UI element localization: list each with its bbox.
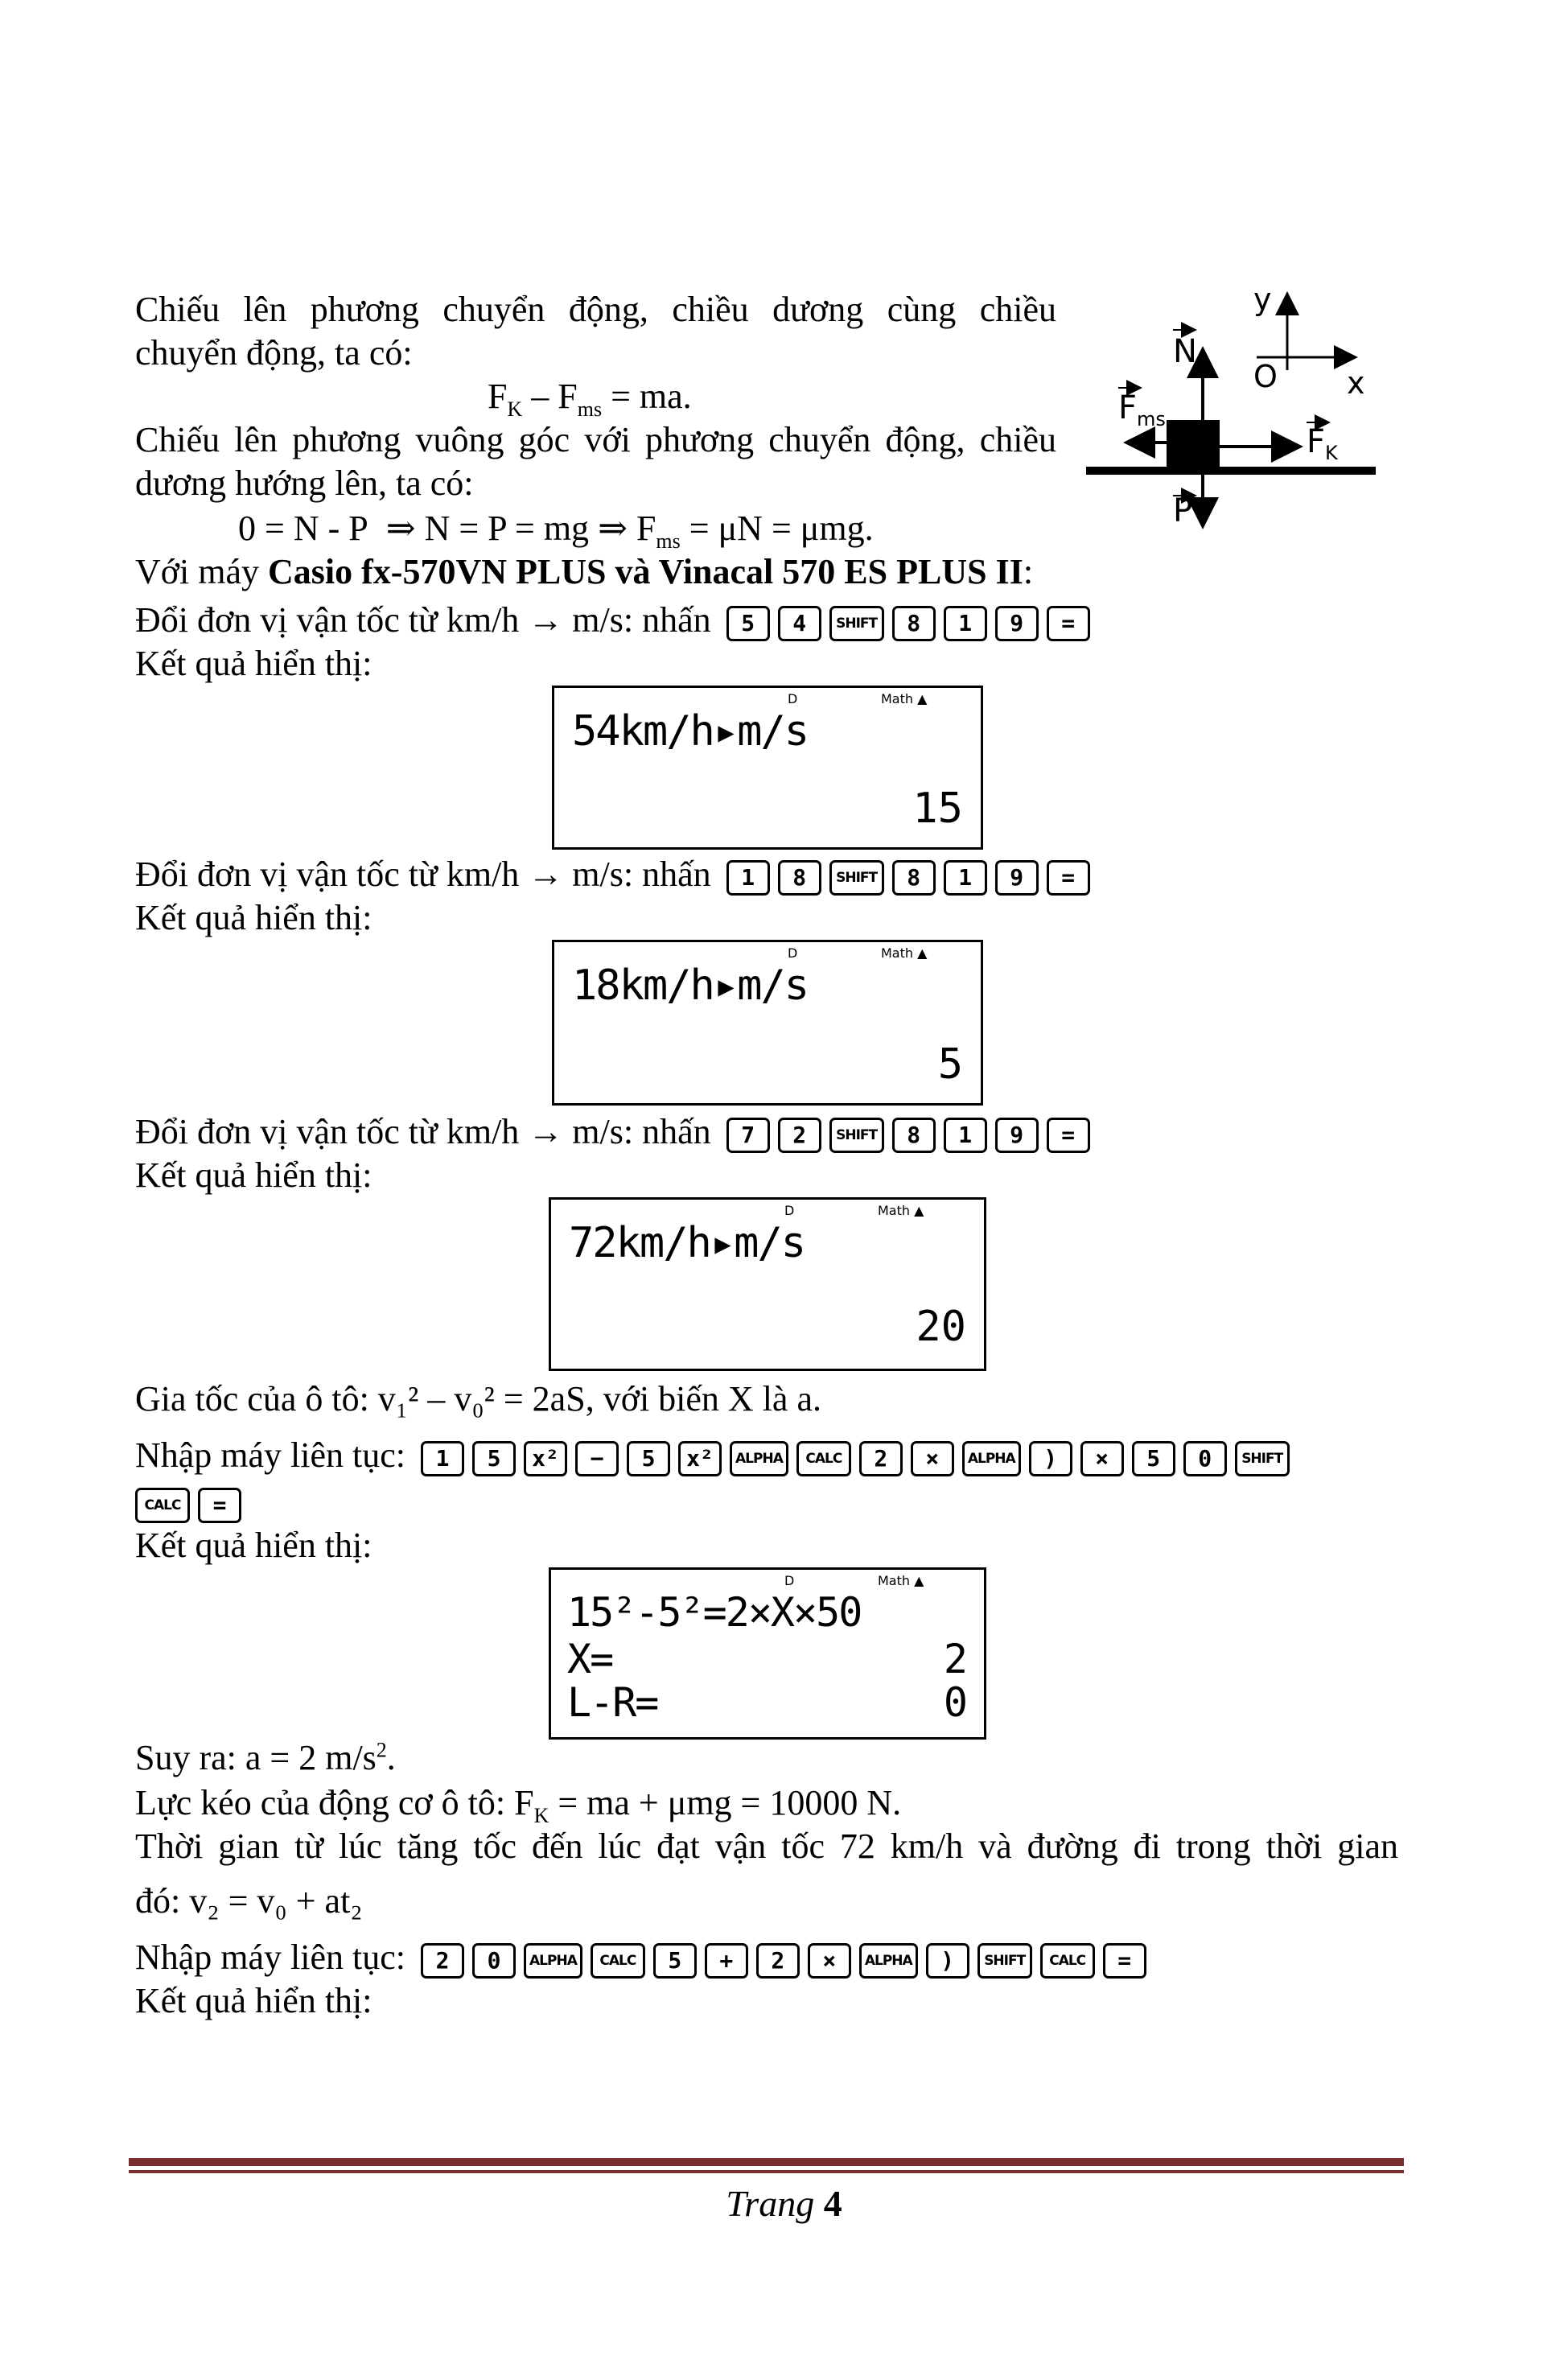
accel-suffix: , với biến X là a.: [585, 1379, 821, 1419]
input-2-keys: [421, 1943, 1146, 1979]
input-1-label: Nhập máy liên tục:: [135, 1435, 406, 1475]
key-5[interactable]: 5: [627, 1441, 670, 1476]
fms-label: F: [1118, 389, 1138, 426]
eq-fk-sub: K: [507, 397, 523, 421]
key-multiply[interactable]: ×: [808, 1943, 851, 1979]
math-indicator: Math ▲: [878, 1573, 924, 1588]
accel-equation: v₁² – v₀² = 2aS: [377, 1379, 586, 1419]
paragraph-1-line-1: Chiếu lên phương chuyển động, chiều dương cùng chiều: [135, 290, 1056, 329]
time-line-1: Thời gian từ lúc tăng tốc đến lúc đạt vận tốc 72 km/h và đường đi trong thời gian: [135, 1826, 1398, 1866]
fk-sub: K: [1325, 442, 1338, 464]
screen-4-expression: 15²-5²=2×X×50: [567, 1589, 862, 1636]
equation-newton: [488, 375, 692, 421]
key-equals[interactable]: =: [198, 1488, 241, 1523]
conv3-text: Đổi đơn vị vận tốc từ km/h: [135, 1112, 520, 1151]
screen-3-result: 20: [916, 1303, 966, 1351]
screen-4-x-value: 2: [943, 1636, 966, 1682]
screen-4-lr-label: L-R=: [567, 1679, 658, 1726]
arrow-right-icon: →: [528, 1112, 564, 1151]
paragraph-2-line-2: dương hướng lên, ta có:: [135, 463, 474, 503]
key-equals[interactable]: =: [1047, 1118, 1090, 1153]
deg-indicator: D: [788, 691, 798, 706]
eq2-c-sub: ms: [656, 529, 681, 553]
key-shift[interactable]: SHIFT: [1235, 1441, 1290, 1476]
casio-line: [135, 550, 1033, 594]
conv3-text2: m/s: nhấn: [572, 1112, 711, 1151]
key-5[interactable]: 5: [472, 1441, 516, 1476]
conversion-1: [135, 599, 1090, 642]
time-line-2: [135, 1880, 363, 1923]
traction-force-label: [1307, 423, 1338, 464]
deg-indicator: D: [784, 1573, 795, 1588]
eq2-c: F: [636, 509, 656, 548]
footer-rule-thin: [129, 2170, 1404, 2173]
weight-label: P: [1173, 492, 1193, 529]
screen-2-expression: 18km/h▸m/s: [572, 962, 809, 1010]
eq-ma: = ma.: [602, 377, 692, 416]
suy-ra-sup: 2: [376, 1738, 387, 1762]
math-indicator: Math ▲: [878, 1203, 924, 1218]
deg-indicator: D: [784, 1203, 795, 1218]
key-4[interactable]: 4: [778, 606, 821, 641]
screen-2-result: 5: [937, 1040, 963, 1089]
key-alpha[interactable]: ALPHA: [524, 1943, 582, 1979]
page-number: 4: [823, 2183, 842, 2224]
key-multiply[interactable]: ×: [1080, 1441, 1124, 1476]
math-indicator: Math ▲: [881, 945, 928, 961]
key-alpha[interactable]: ALPHA: [730, 1441, 788, 1476]
eq-fms: – F: [522, 377, 578, 416]
equation-normal: [238, 507, 874, 553]
key-close-paren[interactable]: ): [926, 1943, 969, 1979]
key-0[interactable]: 0: [472, 1943, 516, 1979]
key-calc[interactable]: CALC: [135, 1488, 190, 1523]
eq2-b: N = P = mg: [424, 509, 590, 548]
key-2[interactable]: 2: [421, 1943, 464, 1979]
screen-4-x-label: X=: [567, 1636, 613, 1682]
suy-ra-text: Suy ra: a = 2 m/s: [135, 1738, 377, 1777]
key-2[interactable]: 2: [756, 1943, 800, 1979]
key-2[interactable]: 2: [778, 1118, 821, 1153]
key-1[interactable]: 1: [944, 1118, 987, 1153]
conversion-3: [135, 1110, 1090, 1154]
key-equals[interactable]: =: [1047, 860, 1090, 896]
suy-ra-line: [135, 1736, 396, 1780]
conv2-keys: [726, 860, 1090, 896]
key-shift[interactable]: SHIFT: [829, 1118, 884, 1153]
key-9[interactable]: 9: [995, 860, 1039, 896]
y-axis-label: y: [1253, 282, 1272, 317]
result-label-5: Kết quả hiển thị:: [135, 1981, 372, 2020]
input-1-keys-row-2: [135, 1488, 241, 1523]
key-shift[interactable]: SHIFT: [829, 860, 884, 896]
key-5[interactable]: 5: [1132, 1441, 1175, 1476]
input-2-row: [135, 1936, 1146, 1979]
screen-4-lr-value: 0: [943, 1679, 966, 1726]
force-text2: = ma + μmg = 10000 N.: [549, 1783, 902, 1822]
paragraph-1-line-2: chuyển động, ta có:: [135, 333, 413, 373]
calculator-screen-3: [549, 1197, 986, 1371]
key-2[interactable]: 2: [859, 1441, 903, 1476]
x-axis-label: x: [1347, 365, 1365, 401]
key-9[interactable]: 9: [995, 1118, 1039, 1153]
arrow-right-icon: →: [528, 600, 564, 640]
deg-indicator: D: [788, 945, 798, 961]
implies-icon: ⇒: [598, 509, 628, 548]
page-footer: [0, 2182, 1568, 2225]
conv3-keys: [726, 1118, 1090, 1153]
key-7[interactable]: 7: [726, 1118, 770, 1153]
eq2-a: 0 = N - P: [238, 509, 368, 548]
result-label-2: Kết quả hiển thị:: [135, 898, 372, 937]
calculator-screen-4: [549, 1567, 986, 1740]
footer-label: Trang: [726, 2183, 815, 2224]
key-5[interactable]: 5: [653, 1943, 697, 1979]
screen-3-expression: 72km/h▸m/s: [569, 1219, 805, 1267]
time-prefix: đó:: [135, 1881, 190, 1921]
key-alpha[interactable]: ALPHA: [859, 1943, 918, 1979]
casio-bold: Casio fx-570VN PLUS và Vinacal 570 ES PLUS II: [268, 552, 1023, 591]
fms-sub: ms: [1137, 408, 1166, 430]
key-1[interactable]: 1: [944, 860, 987, 896]
key-shift[interactable]: SHIFT: [829, 606, 884, 641]
key-1[interactable]: 1: [726, 860, 770, 896]
key-calc[interactable]: CALC: [1040, 1943, 1095, 1979]
origin-label: O: [1253, 359, 1278, 394]
key-5[interactable]: 5: [726, 606, 770, 641]
result-label-1: Kết quả hiển thị:: [135, 644, 372, 683]
key-square[interactable]: x²: [524, 1441, 567, 1476]
key-shift[interactable]: SHIFT: [977, 1943, 1032, 1979]
key-minus[interactable]: −: [575, 1441, 619, 1476]
screen-1-result: 15: [912, 784, 963, 833]
key-close-paren[interactable]: ): [1029, 1441, 1072, 1476]
conv2-text2: m/s: nhấn: [572, 854, 711, 894]
result-label-4: Kết quả hiển thị:: [135, 1526, 372, 1565]
time-equation: v₂ = v₀ + at₂: [189, 1881, 363, 1921]
input-1-row-1: [135, 1434, 1290, 1477]
key-1[interactable]: 1: [944, 606, 987, 641]
key-multiply[interactable]: ×: [911, 1441, 954, 1476]
paragraph-2-line-1: Chiếu lên phương vuông góc với phương chuyển động, chiều: [135, 420, 1056, 459]
force-text: Lực kéo của động cơ ô tô: F: [135, 1783, 534, 1822]
key-8[interactable]: 8: [892, 1118, 936, 1153]
key-8[interactable]: 8: [892, 606, 936, 641]
key-square[interactable]: x²: [678, 1441, 722, 1476]
conversion-2: [135, 853, 1090, 896]
key-plus[interactable]: +: [705, 1943, 748, 1979]
key-1[interactable]: 1: [421, 1441, 464, 1476]
calculator-screen-1: [552, 686, 983, 850]
conv1-text2: m/s: nhấn: [572, 600, 711, 640]
key-8[interactable]: 8: [778, 860, 821, 896]
conv1-text: Đổi đơn vị vận tốc từ km/h: [135, 600, 520, 640]
key-equals[interactable]: =: [1047, 606, 1090, 641]
key-0[interactable]: 0: [1183, 1441, 1227, 1476]
suy-ra-end: .: [386, 1738, 396, 1777]
calculator-screen-2: [552, 940, 983, 1106]
force-sub: K: [533, 1803, 549, 1827]
key-alpha[interactable]: ALPHA: [962, 1441, 1021, 1476]
input-2-label: Nhập máy liên tục:: [135, 1937, 406, 1977]
input-1-row-2: [135, 1480, 241, 1524]
eq2-d: = μN = μmg.: [680, 509, 874, 548]
footer-rule-thick: [129, 2158, 1404, 2166]
key-calc[interactable]: CALC: [796, 1441, 851, 1476]
casio-prefix: Với máy: [135, 552, 269, 591]
friction-force-label: [1118, 389, 1166, 430]
fk-label: F: [1307, 423, 1326, 460]
accel-prefix: Gia tốc của ô tô:: [135, 1379, 378, 1419]
key-9[interactable]: 9: [995, 606, 1039, 641]
conv2-text: Đổi đơn vị vận tốc từ km/h: [135, 854, 520, 894]
casio-suffix: :: [1023, 552, 1034, 591]
normal-force-label: N: [1173, 333, 1197, 370]
force-diagram: [1078, 282, 1392, 539]
implies-icon: ⇒: [385, 509, 416, 548]
acceleration-line: [135, 1377, 821, 1421]
force-line: [135, 1781, 901, 1825]
conv1-keys: [726, 606, 1090, 641]
screen-1-expression: 54km/h▸m/s: [572, 707, 809, 756]
result-label-3: Kết quả hiển thị:: [135, 1155, 372, 1195]
input-1-keys: [421, 1441, 1290, 1476]
eq-fms-sub: ms: [577, 397, 603, 421]
arrow-right-icon: →: [528, 854, 564, 894]
key-equals[interactable]: =: [1103, 1943, 1146, 1979]
math-indicator: Math ▲: [881, 691, 928, 706]
eq-fk: F: [488, 377, 508, 416]
key-calc[interactable]: CALC: [591, 1943, 645, 1979]
key-8[interactable]: 8: [892, 860, 936, 896]
